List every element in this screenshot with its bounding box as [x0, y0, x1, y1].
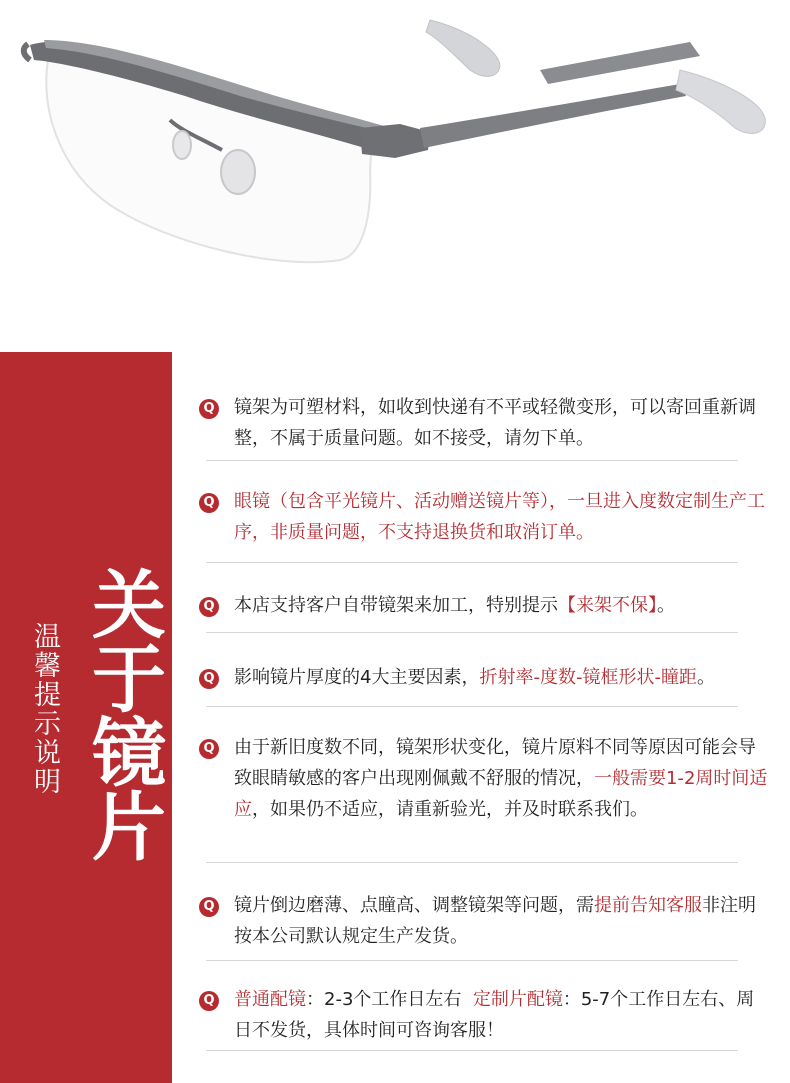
divider [206, 1050, 738, 1051]
note-text-part: 。 [696, 667, 715, 688]
note-text [234, 486, 770, 548]
divider [206, 706, 738, 707]
note-text-part: ：5-7个工作日左右、周日不发货，具体时间可咨询客服！ [234, 989, 755, 1041]
divider [206, 862, 738, 863]
note-text [234, 590, 770, 621]
note-text [234, 732, 770, 825]
note-text [234, 890, 770, 952]
note-text-highlight: 【来架不保】 [558, 595, 657, 616]
product-image [0, 0, 790, 352]
divider [206, 562, 738, 563]
note-text-part: 非注明按本公司默认规定生产发货。 [234, 895, 756, 947]
note-text [234, 984, 770, 1046]
note-text-part: 镜架为可塑材料，如收到快递有不平或轻微变形，可以寄回重新调整，不属于质量问题。如不接受，请勿下单。 [234, 397, 756, 449]
note-text-part: 镜片倒边磨薄、点瞳高、调整镜架等问题，需 [234, 895, 594, 916]
note-text-highlight: 折射率-度数-镜框形状-瞳距 [479, 667, 697, 688]
note-text-highlight: 一般需要1-2周时间适应 [234, 768, 768, 820]
note-text-part: 本店支持客户自带镜架来加工，特别提示 [234, 595, 558, 616]
note-text [234, 662, 770, 693]
q-badge-icon: Q [199, 991, 219, 1011]
q-badge-icon: Q [199, 493, 219, 513]
q-badge-icon: Q [199, 669, 219, 689]
note-text-highlight: 提前告知客服 [594, 895, 702, 916]
divider [206, 960, 738, 961]
note-text-highlight: 普通配镜 [234, 989, 306, 1010]
q-badge-icon: Q [199, 739, 219, 759]
note-text-part: 。 [657, 595, 675, 616]
note-text-part: ：2-3个工作日左右 [306, 989, 473, 1010]
note-text-part: 眼镜（包含平光镜片、活动赠送镜片等），一旦进入度数定制生产工序，非质量问题，不支持退换货和取消订单。 [234, 491, 765, 543]
divider [206, 632, 738, 633]
sidebar-subtitle: 温馨提示说明 [29, 622, 60, 796]
sidebar-title: 关于镜片 [80, 566, 166, 862]
q-badge-icon: Q [199, 399, 219, 419]
note-text [234, 392, 770, 454]
q-badge-icon: Q [199, 897, 219, 917]
glasses-illustration [0, 0, 790, 352]
note-text-highlight: 定制片配镜 [472, 989, 563, 1010]
note-text-part: ，如果仍不适应，请重新验光，并及时联系我们。 [252, 799, 648, 820]
divider [206, 460, 738, 461]
q-badge-icon: Q [199, 597, 219, 617]
note-text-part: 影响镜片厚度的4大主要因素， [234, 667, 480, 688]
note-text-part: 由于新旧度数不同，镜架形状变化，镜片原料不同等原因可能会导致眼睛敏感的客户出现刚佩戴不舒服的情况， [234, 737, 756, 789]
